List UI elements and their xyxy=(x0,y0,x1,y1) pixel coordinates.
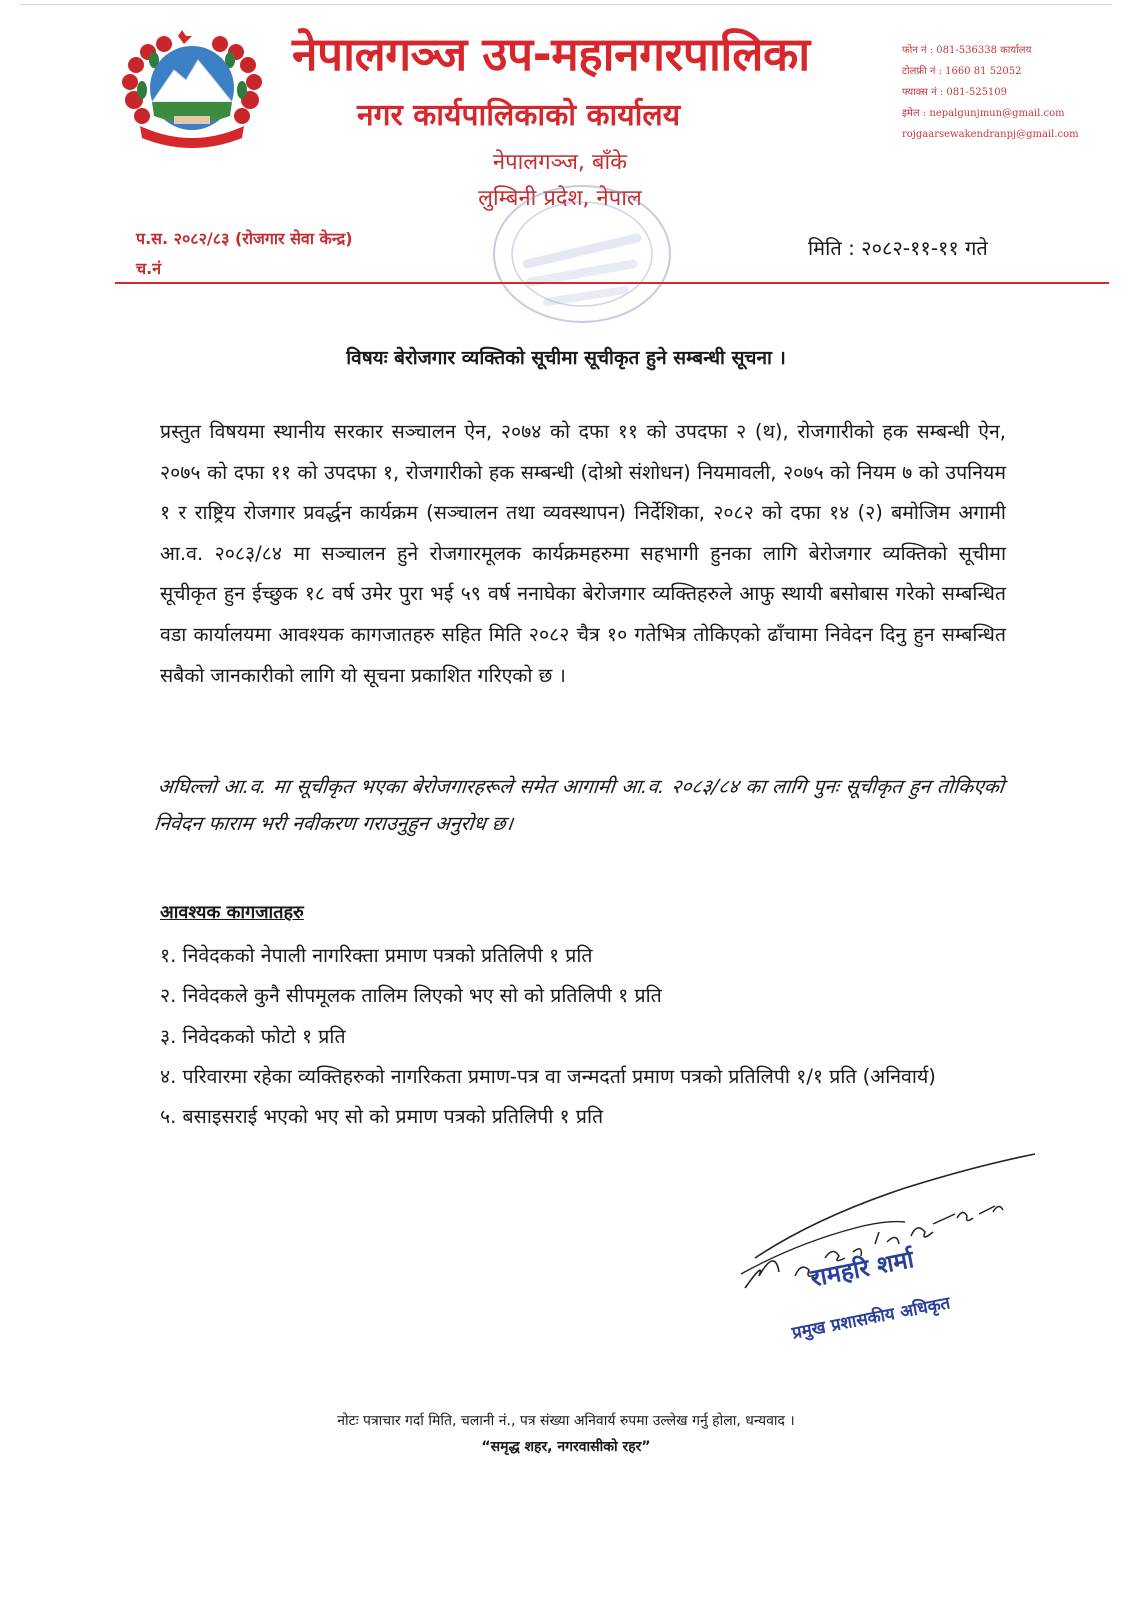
document-item: १. निवेदकको नेपाली नागरिक्ता प्रमाण पत्रको प्रतिलिपी १ प्रति xyxy=(160,944,593,967)
documents-list xyxy=(160,936,1006,1137)
body-paragraph: प्रस्तुत विषयमा स्थानीय सरकार सञ्चालन ऐन, २०७४ को दफा ११ को उपदफा २ (थ), रोजगारीको हक सम्बन्धी ऐन, २०७५ को दफा ११ को उपदफा १, रोजगारीको हक सम्बन्धी (दोश्रो संशोधन) नियमावली, २०७५ को नियम ७ को उपनियम १ र राष्ट्रिय रोजगार प्रवर्द्धन कार्यक्रम (सञ्चालन तथा व्यवस्थापन) निर्देशिका, २०८२ को दफा १४ (२) बमोजिम अगामी आ.व. २०८३/८४ मा सञ्चालन हुने रोजगारमूलक कार्यक्रमहरुमा सहभागी हुनका लागि बेरोजगार व्यक्तिको सूचीमा सूचीकृत हुन ईच्छुक १८ वर्ष उमेर पुरा भई ५९ वर्ष ननाघेका बेरोजगार व्यक्तिहरुले आफु स्थायी बसोबास गरेको सम्बन्धित वडा कार्यालयमा आवश्यक कागजातहरु सहित मिति २०८२ चैत्र १० गतेभित्र तोकिएको ढाँचामा निवेदन दिनु हुन सम्बन्धित सबैको जानकारीको लागि यो सूचना प्रकाशित गरिएको छ । xyxy=(160,420,1006,687)
header-divider xyxy=(115,282,1109,284)
contact-tollfree: टोलफ्री नं : 1660 81 52052 xyxy=(902,66,1022,77)
document-item: ५. बसाइसराई भएको भए सो को प्रमाण पत्रको प्रतिलिपी १ प्रति xyxy=(160,1105,604,1129)
renewal-note: अघिल्लो आ.व. मा सूचीकृत भएका बेरोजगारहरूले समेत आगामी आ.व. २०८३/८४ का लागि पुनः सूचीकृत हुन तोकिएको निवेदन फाराम भरी नवीकरण गराउनुहुन अनुरोध छ। xyxy=(152,775,1006,835)
signer-name: रामहरि शर्मा xyxy=(808,1245,917,1293)
org-name: नेपालगञ्ज उप-महानगरपालिका xyxy=(292,27,810,81)
footer-note: नोटः पत्राचार गर्दा मिति, चलानी नं., पत्र संख्या अनिवार्य रुपमा उल्लेख गर्नु होला, धन्यवाद । xyxy=(337,1413,795,1429)
contact-email-2[interactable]: rojgaarsewakendranpj@gmail.com xyxy=(902,129,1079,140)
office-stamp-icon xyxy=(487,178,677,330)
subject-line: विषयः बेरोजगार व्यक्तिको सूचीमा सूचीकृत हुने सम्बन्धी सूचना । xyxy=(346,347,786,369)
signer-designation: प्रमुख प्रशासकीय अधिकृत xyxy=(790,1293,952,1344)
letter-date: मिति : २०८२-११-११ गते xyxy=(808,236,988,260)
document-item: ३. निवेदकको फोटो १ प्रति xyxy=(160,1024,346,1048)
contact-phone: फोन नं : 081-536338 कार्यालय xyxy=(902,45,1032,56)
page-top-rule xyxy=(20,4,1112,5)
contact-email[interactable]: इमेल : nepalgunjmun@gmail.com xyxy=(902,108,1065,119)
nepal-emblem-icon xyxy=(112,30,272,152)
document-item: २. निवेदकले कुनै सीपमूलक तालिम लिएको भए सो को प्रतिलिपी १ प्रति xyxy=(160,984,662,1008)
footer-motto: “समृद्ध शहर, नगरवासीको रहर” xyxy=(481,1439,651,1455)
reference-number: प.स. २०८२/८३ (रोजगार सेवा केन्द्र) xyxy=(136,229,353,248)
contact-block xyxy=(902,40,1102,145)
address-line-1: नेपालगञ्ज, बाँके xyxy=(492,150,628,175)
address-line-2: लुम्बिनी प्रदेश, नेपाल xyxy=(478,186,642,211)
dispatch-number: च.नं xyxy=(136,259,162,278)
office-name: नगर कार्यपालिकाको कार्यालय xyxy=(357,98,681,133)
documents-heading: आवश्यक कागजातहरु xyxy=(160,902,304,923)
document-item: ४. परिवारमा रहेका व्यक्तिहरुको नागरिकता प्रमाण-पत्र वा जन्मदर्ता प्रमाण पत्रको प्रतिलिपी १/१ प्रति (अनिवार्य) xyxy=(160,1064,936,1088)
contact-fax: फ्याक्स नं : 081-525109 xyxy=(902,87,1008,98)
